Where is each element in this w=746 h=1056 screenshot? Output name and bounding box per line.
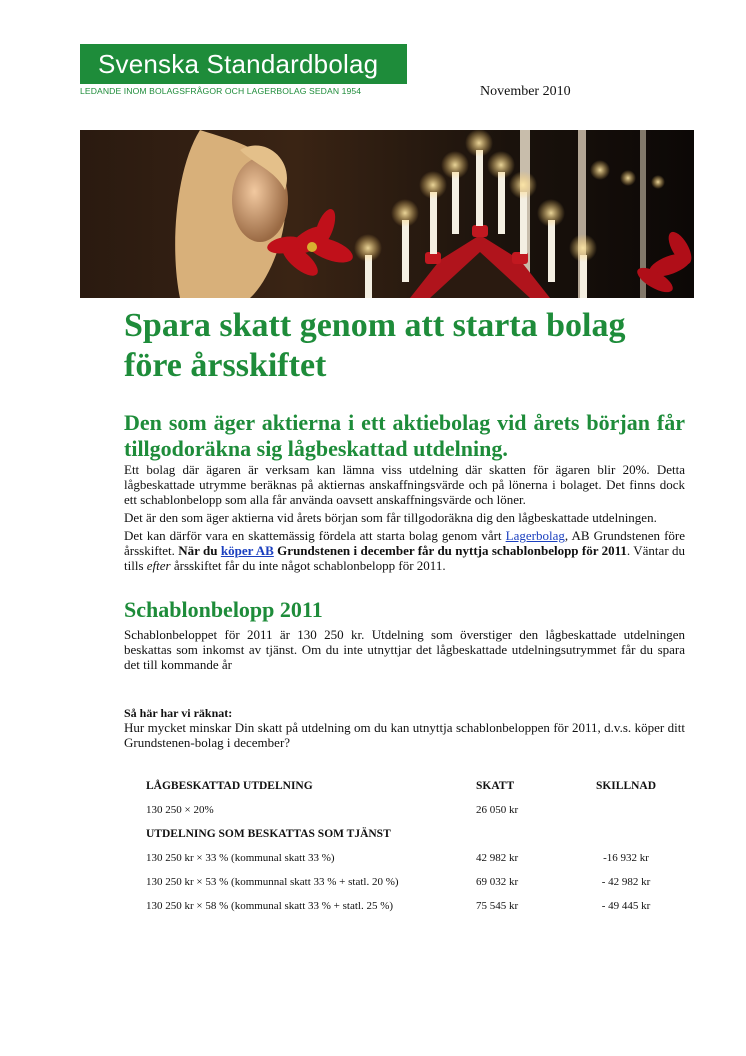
tax-table <box>146 774 676 918</box>
banner-photo <box>80 130 694 298</box>
intro-text: . Väntar du tills <box>124 543 686 573</box>
row-diff: - 42 982 kr <box>601 876 651 888</box>
buy-ab-link[interactable]: köper AB <box>220 543 274 558</box>
intro-text: årsskiftet får du inte något schablonbelopp för 2011. <box>170 558 446 573</box>
intro-text: Det kan därför vara en skattemässig fördela att starta bolag genom vårt <box>124 528 506 543</box>
row-tax: 42 982 kr <box>476 852 519 864</box>
section-label: UTDELNING SOM BESKATTAS SOM TJÄNST <box>146 828 391 840</box>
intro-italic: efter <box>146 558 171 573</box>
intro-text: , AB Grundstenen före årsskiftet. <box>124 528 685 558</box>
intro-paragraph-2: Det är den som äger aktierna vid årets början som får tillgodoräkna dig den lågbeskattade utdelningen. <box>124 510 657 525</box>
row-desc: 130 250 × 20% <box>146 804 214 816</box>
company-logo <box>80 44 407 119</box>
calc-question: Hur mycket minskar Din skatt på utdelning om du kan utnyttja schablonbeloppen för 2011, d.v.s. köper ditt Grundstenen-bolag i december? <box>124 720 685 750</box>
table-row <box>146 798 676 822</box>
row-tax: 26 050 kr <box>476 804 519 816</box>
row-diff: - 49 445 kr <box>601 900 651 912</box>
section-body: Schablonbeloppet för 2011 är 130 250 kr. Utdelning som överstiger den lågbeskattade utdelningen beskattas som inkomst av tjänst. Om du inte utnyttjar det lågbeskattade utdelningsutrymmet får du spara det till kommande år <box>124 627 685 672</box>
col-header-low-tax: LÅGBESKATTAD UTDELNING <box>146 780 313 792</box>
document-date: November 2010 <box>480 84 571 99</box>
row-desc: 130 250 kr × 53 % (kommunnal skatt 33 % + statl. 20 %) <box>146 876 399 888</box>
row-desc: 130 250 kr × 33 % (kommunal skatt 33 %) <box>146 852 335 864</box>
row-diff: -16 932 kr <box>603 852 649 864</box>
logo-name: Svenska Standardbolag AB <box>80 44 407 84</box>
subtitle: Den som äger aktierna i ett aktiebolag vid årets början får tillgodoräkna sig lågbeskattad utdelning. <box>124 410 685 461</box>
intro-bold: När du <box>178 543 221 558</box>
page-title: Spara skatt genom att starta bolag före årsskiftet <box>124 307 626 384</box>
intro-bold: Grundstenen i december får du nyttja schablonbelopp för 2011 <box>273 543 627 558</box>
table-section-row <box>146 822 676 846</box>
table-header-row <box>146 774 676 798</box>
row-tax: 75 545 kr <box>476 900 519 912</box>
section-heading: Schablonbelopp 2011 <box>124 597 323 622</box>
calc-heading: Så här har vi räknat: <box>124 706 233 720</box>
article <box>124 306 685 918</box>
table-row <box>146 894 676 918</box>
col-header-diff: SKILLNAD <box>595 780 657 792</box>
lagerbolag-link[interactable]: Lagerbolag <box>505 528 565 543</box>
intro-paragraph-1: Ett bolag där ägaren är verksam kan lämna viss utdelning där skatten för ägaren blir 20%. Detta lågbeskattade utrymme beräknas på aktiernas anskaffningsvärde och på lönerna i bolaget. Det finns dock ett schablonbelopp som alla får använda oavsett anskaffningsvärde och löner. <box>124 462 685 507</box>
logo-tagline: LEDANDE INOM BOLAGSFRÅGOR OCH LAGERBOLAG SEDAN 1954 <box>80 86 362 96</box>
table-row <box>146 870 676 894</box>
intro-paragraph-3 <box>124 528 685 573</box>
col-header-tax: SKATT <box>476 780 515 792</box>
table-row <box>146 846 676 870</box>
row-desc: 130 250 kr × 58 % (kommunal skatt 33 % + statl. 25 %) <box>146 900 394 912</box>
row-tax: 69 032 kr <box>476 876 519 888</box>
